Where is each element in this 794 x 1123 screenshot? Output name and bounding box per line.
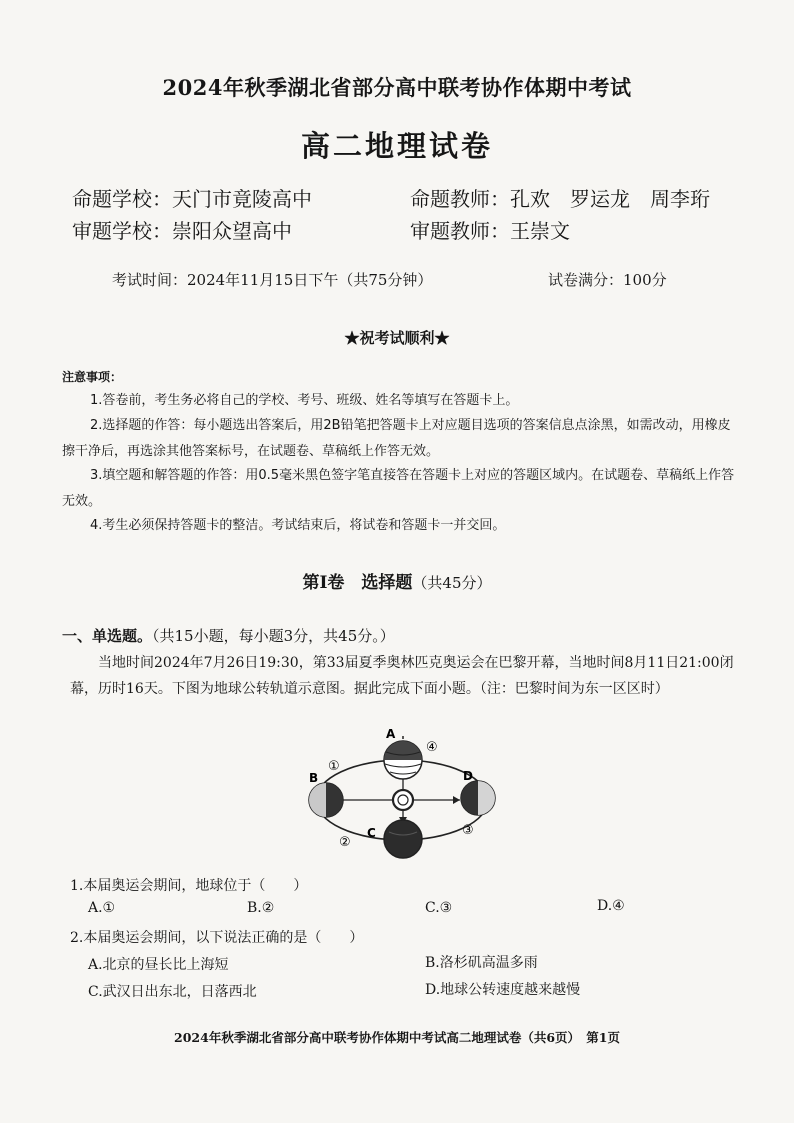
setter-school: 命题学校：天门市竟陵高中 xyxy=(72,187,312,211)
setter-teachers: 命题教师：孔欢 罗运龙 周李珩 xyxy=(410,187,710,211)
label-position-2: ② xyxy=(339,835,351,850)
sun-icon xyxy=(393,790,413,810)
note-item: 2.选择题的作答：每小题选出答案后，用2B铅笔把答题卡上对应题目选项的答案信息点涂黑，如需改动，用橡皮擦干净后，再选涂其他答案标号，在试题卷、草稿纸上作答无效。 xyxy=(62,418,731,459)
label-position-3: ③ xyxy=(462,823,474,838)
earth-position-b xyxy=(309,783,343,817)
note-item: 3.填空题和解答题的作答：用0.5毫米黑色签字笔直接答在答题卡上对应的答题区域内。在试题卷、草稿纸上作答无效。 xyxy=(62,468,735,509)
question-1-stem: 1.本届奥运会期间，地球位于（ ） xyxy=(70,878,308,894)
page-footer: 2024年秋季湖北省部分高中联考协作体期中考试高二地理试卷（共6页） 第1页 xyxy=(174,1030,620,1045)
question-2-option-c: C.武汉日出东北，日落西北 xyxy=(88,984,257,1000)
label-position-1: ① xyxy=(328,759,340,774)
notes-title: 注意事项： xyxy=(62,370,123,384)
earth-position-d xyxy=(461,781,495,815)
exam-time: 考试时间：2024年11月15日下午（共75分钟） xyxy=(112,271,433,289)
section-title-sub: （共45分） xyxy=(412,574,492,592)
subject-title: 高二地理试卷 xyxy=(300,129,493,163)
part-heading xyxy=(62,625,395,646)
question-2-option-b: B.洛杉矶高温多雨 xyxy=(425,955,538,971)
question-1-option-c: C.③ xyxy=(425,900,453,916)
reviewer-school: 审题学校：崇阳众望高中 xyxy=(72,219,292,243)
question-stem: 当地时间2024年7月26日19:30，第33届夏季奥林匹克奥运会在巴黎开幕，当地时间8月11日21:00闭幕，历时16天。下图为地球公转轨道示意图。据此完成下面小题。（注：巴黎时间为东一区区时） xyxy=(70,655,734,697)
question-2-option-a: A.北京的昼长比上海短 xyxy=(88,957,229,973)
question-2-stem: 2.本届奥运会期间，以下说法正确的是（ ） xyxy=(70,930,364,946)
label-c: C xyxy=(367,826,376,840)
section-title-main: 第Ⅰ卷 选择题 xyxy=(302,573,413,593)
earth-position-a xyxy=(384,736,422,779)
section-title xyxy=(0,568,794,593)
part-label: 一、单选题。 xyxy=(62,627,153,645)
part-desc: （共15小题，每小题3分，共45分。） xyxy=(152,627,395,645)
question-2-option-d: D.地球公转速度越来越慢 xyxy=(425,982,581,998)
sunlight-arrow-right xyxy=(453,796,460,804)
exam-name: 2024年秋季湖北省部分高中联考协作体期中考试 xyxy=(162,75,632,100)
good-luck-line: ★祝考试顺利★ xyxy=(344,329,450,347)
reviewer-teacher: 审题教师：王崇文 xyxy=(410,219,570,243)
question-1-option-b: B.② xyxy=(247,900,275,916)
question-1-option-d: D.④ xyxy=(597,898,625,914)
label-b: B xyxy=(309,771,319,785)
label-position-4: ④ xyxy=(426,740,438,755)
note-item: 4.考生必须保持答题卡的整洁。考试结束后，将试卷和答题卡一并交回。 xyxy=(90,518,506,533)
earth-position-c xyxy=(384,817,422,858)
full-score: 试卷满分：100分 xyxy=(548,271,667,289)
label-d: D xyxy=(463,769,473,783)
orbit-diagram xyxy=(290,722,510,872)
note-item: 1.答卷前，考生务必将自己的学校、考号、班级、姓名等填写在答题卡上。 xyxy=(90,393,519,408)
label-a: A xyxy=(386,727,396,741)
question-1-option-a: A.① xyxy=(88,900,116,916)
